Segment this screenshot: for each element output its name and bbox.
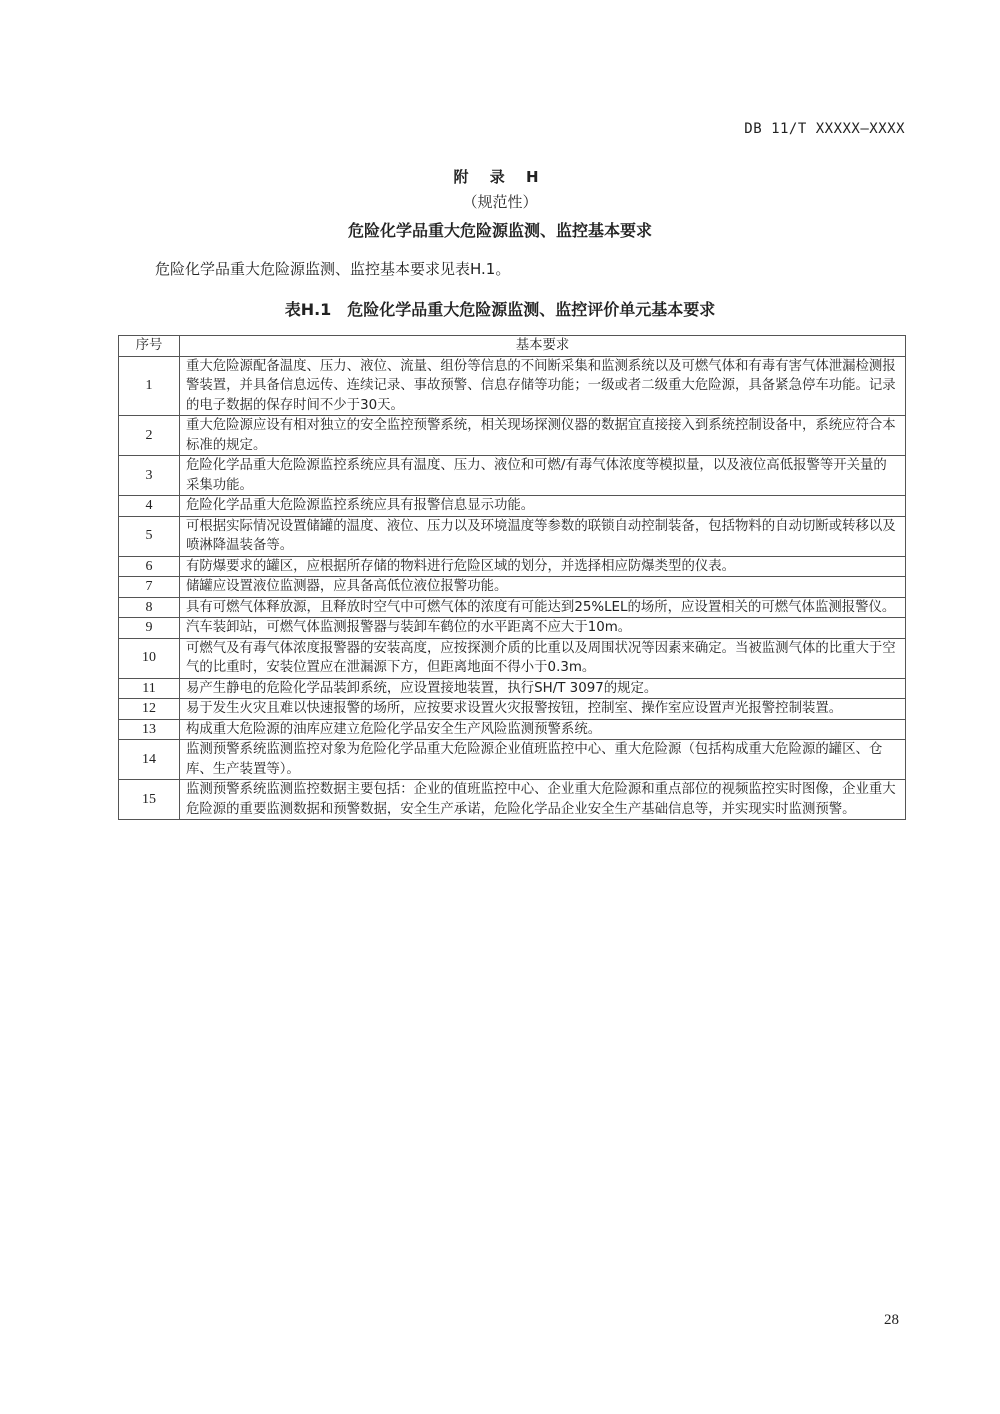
table-row <box>119 740 906 780</box>
appendix-title: 附 录 H <box>453 168 547 186</box>
table-header-row <box>119 336 906 357</box>
table-row <box>119 416 906 456</box>
row-requirement: 储罐应设置液位监测器，应具备高低位液位报警功能。 <box>180 577 906 598</box>
header-requirement: 基本要求 <box>180 336 906 357</box>
row-number: 12 <box>119 699 180 720</box>
row-number: 10 <box>119 638 180 678</box>
row-number: 6 <box>119 556 180 577</box>
table-caption: 表H.1 危险化学品重大危险源监测、监控评价单元基本要求 <box>284 300 716 319</box>
row-number: 7 <box>119 577 180 598</box>
page-number: 28 <box>884 1312 899 1328</box>
row-requirement: 危险化学品重大危险源监控系统应具有温度、压力、液位和可燃/有毒气体浓度等模拟量，以及液位高低报警等开关量的采集功能。 <box>180 456 906 496</box>
table-row <box>119 516 906 556</box>
row-number: 14 <box>119 740 180 780</box>
row-requirement: 重大危险源应设有相对独立的安全监控预警系统，相关现场探测仪器的数据宜直接接入到系统控制设备中，系统应符合本标准的规定。 <box>180 416 906 456</box>
row-requirement: 汽车装卸站，可燃气体监测报警器与装卸车鹤位的水平距离不应大于10m。 <box>180 618 906 639</box>
appendix-type: （规范性） <box>462 193 538 211</box>
row-requirement: 危险化学品重大危险源监控系统应具有报警信息显示功能。 <box>180 496 906 517</box>
row-number: 4 <box>119 496 180 517</box>
row-requirement: 重大危险源配备温度、压力、液位、流量、组份等信息的不间断采集和监测系统以及可燃气体和有毒有害气体泄漏检测报警装置，并具备信息远传、连续记录、事故预警、信息存储等功能；一级或者二级重大危险源，具备紧急停车功能。记录的电子数据的保存时间不少于30天。 <box>180 356 906 416</box>
row-requirement: 监测预警系统监测监控数据主要包括：企业的值班监控中心、企业重大危险源和重点部位的视频监控实时图像，企业重大危险源的重要监测数据和预警数据，安全生产承诺，危险化学品企业安全生产基础信息等，并实现实时监测预警。 <box>180 780 906 820</box>
table-row <box>119 678 906 699</box>
table-row <box>119 780 906 820</box>
table-row <box>119 618 906 639</box>
table-row <box>119 577 906 598</box>
row-number: 3 <box>119 456 180 496</box>
row-requirement: 构成重大危险源的油库应建立危险化学品安全生产风险监测预警系统。 <box>180 719 906 740</box>
row-requirement: 具有可燃气体释放源，且释放时空气中可燃气体的浓度有可能达到25%LEL的场所，应设置相关的可燃气体监测报警仪。 <box>180 597 906 618</box>
row-number: 15 <box>119 780 180 820</box>
row-number: 8 <box>119 597 180 618</box>
row-requirement: 监测预警系统监测监控对象为危险化学品重大危险源企业值班监控中心、重大危险源（包括构成重大危险源的罐区、仓库、生产装置等）。 <box>180 740 906 780</box>
intro-paragraph: 危险化学品重大危险源监测、监控基本要求见表H.1。 <box>155 260 511 278</box>
table-row <box>119 597 906 618</box>
table-row <box>119 456 906 496</box>
row-requirement: 可燃气及有毒气体浓度报警器的安装高度，应按探测介质的比重以及周围状况等因素来确定。当被监测气体的比重大于空气的比重时，安装位置应在泄漏源下方，但距离地面不得小于0.3m。 <box>180 638 906 678</box>
appendix-heading: 危险化学品重大危险源监测、监控基本要求 <box>347 221 652 240</box>
header-no: 序号 <box>119 336 180 357</box>
row-number: 9 <box>119 618 180 639</box>
row-number: 11 <box>119 678 180 699</box>
table-row <box>119 699 906 720</box>
table-row <box>119 556 906 577</box>
requirements-table <box>118 335 906 820</box>
table-row <box>119 356 906 416</box>
row-number: 2 <box>119 416 180 456</box>
table-row <box>119 496 906 517</box>
row-number: 5 <box>119 516 180 556</box>
row-requirement: 可根据实际情况设置储罐的温度、液位、压力以及环境温度等参数的联锁自动控制装备，包括物料的自动切断或转移以及喷淋降温装备等。 <box>180 516 906 556</box>
table-row <box>119 719 906 740</box>
row-requirement: 有防爆要求的罐区，应根据所存储的物料进行危险区域的划分，并选择相应防爆类型的仪表。 <box>180 556 906 577</box>
document-code: DB 11/T XXXXX—XXXX <box>744 121 905 137</box>
row-requirement: 易于发生火灾且难以快速报警的场所，应按要求设置火灾报警按钮，控制室、操作室应设置声光报警控制装置。 <box>180 699 906 720</box>
table-row <box>119 638 906 678</box>
row-number: 1 <box>119 356 180 416</box>
row-requirement: 易产生静电的危险化学品装卸系统，应设置接地装置，执行SH/T 3097的规定。 <box>180 678 906 699</box>
row-number: 13 <box>119 719 180 740</box>
